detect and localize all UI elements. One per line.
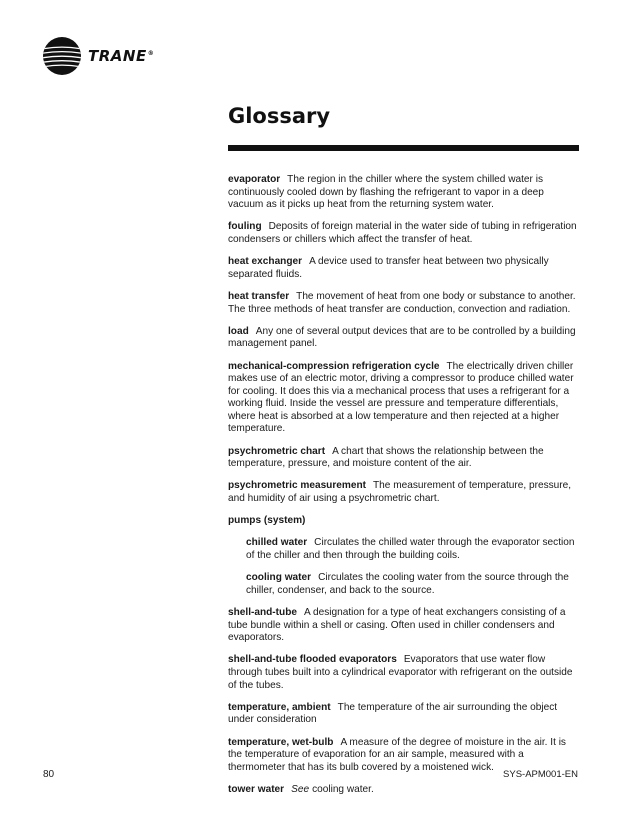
- trane-globe-icon: [42, 36, 82, 76]
- brand-logo: [42, 36, 154, 76]
- glossary-subentry: [246, 537, 580, 562]
- glossary-entry: [228, 480, 580, 505]
- glossary-entry: [228, 607, 580, 645]
- glossary-term: heat exchanger: [228, 256, 303, 268]
- glossary-definition: Circulates the chilled water through the evaporator section of the chiller and then through the building coils.: [246, 537, 575, 561]
- glossary-term: psychrometric measurement: [228, 480, 367, 492]
- glossary-term: load: [228, 325, 249, 337]
- glossary-definition: The movement of heat from one body or substance to another. The three methods of heat transfer are conduction, convection and radiation.: [228, 290, 576, 315]
- glossary-entry: [228, 446, 580, 471]
- glossary-term: cooling water: [246, 572, 312, 584]
- glossary-term: shell-and-tube flooded evaporators: [228, 654, 397, 666]
- glossary-term: shell-and-tube: [228, 606, 297, 618]
- glossary-entry: [228, 291, 580, 316]
- glossary-definition: Any one of several output devices that are to be controlled by a building management panel.: [228, 325, 576, 350]
- brand-name: TRANE®: [88, 47, 155, 65]
- glossary-term: temperature, ambient: [228, 701, 331, 713]
- glossary-entry: [228, 784, 580, 797]
- page-number: 80: [43, 769, 55, 780]
- glossary-term: psychrometric chart: [228, 445, 326, 457]
- glossary-entry: [228, 174, 580, 212]
- glossary-term: tower water: [228, 783, 285, 795]
- title-rule: [228, 145, 579, 151]
- glossary-subentry: [246, 572, 580, 597]
- glossary-entry: [228, 221, 580, 246]
- glossary-entry: [228, 326, 580, 351]
- glossary-definition: Deposits of foreign material in the water side of tubing in refrigeration condensers or chillers which affect the transfer of heat.: [228, 221, 577, 245]
- see-reference: See: [291, 783, 310, 795]
- glossary-term: evaporator: [228, 174, 281, 185]
- glossary-definition: Circulates the cooling water from the source through the chiller, condenser, and back to the source.: [246, 572, 569, 596]
- glossary-term: temperature, wet-bulb: [228, 736, 334, 748]
- registered-mark: ®: [147, 50, 155, 57]
- page-title: Glossary: [228, 104, 331, 128]
- glossary-definition: Evaporators that use water flow through tubes built into a cylindrical evaporator with refrigerant on the outside of the tubes.: [228, 654, 573, 691]
- glossary-definition: A designation for a type of heat exchangers consisting of a tube bundle within a shell or casing. Often used in chiller condensers and evaporators.: [228, 606, 566, 644]
- glossary-term: chilled water: [246, 537, 308, 549]
- glossary-term: fouling: [228, 221, 262, 233]
- glossary-definition: The measurement of temperature, pressure, and humidity of air using a psychrometric chart.: [228, 480, 572, 505]
- glossary-term: mechanical-compression refrigeration cycle: [228, 360, 440, 372]
- glossary-entry: [228, 654, 580, 692]
- glossary-definition: A chart that shows the relationship between the temperature, pressure, and moisture content of the air.: [228, 445, 544, 470]
- document-id: SYS-APM001-EN: [503, 769, 578, 780]
- glossary-definition: A measure of the degree of moisture in the air. It is the temperature of evaporation for an air sample, measured with a thermometer that has its bulb covered by a moistened wick.: [228, 736, 566, 773]
- glossary-entry: [228, 702, 580, 727]
- glossary-definition: cooling water.: [312, 783, 374, 795]
- glossary-definition: The electrically driven chiller makes use of an electric motor, driving a compressor to produce chilled water for cooling. It does this via a mechanical process that uses a refrigerant for a working fluid. Inside the vessel are pressure and temperature differentials, where heat is absorbed at a low temperature and then rejected at a higher temperature.: [228, 360, 574, 435]
- glossary-list: [228, 174, 580, 806]
- glossary-definition: The region in the chiller where the system chilled water is continuously cooled down by flashing the refrigerant to vapor in a deep vacuum as it picks up heat from the returning system water.: [228, 174, 544, 211]
- glossary-definition: The temperature of the air surrounding the object under consideration: [228, 701, 558, 726]
- glossary-entry: [228, 256, 580, 281]
- glossary-entry: [228, 361, 580, 437]
- glossary-entry: [228, 515, 580, 528]
- glossary-term: heat transfer: [228, 290, 290, 302]
- glossary-definition: A device used to transfer heat between two physically separated fluids.: [228, 256, 549, 280]
- glossary-term: pumps (system): [228, 515, 306, 527]
